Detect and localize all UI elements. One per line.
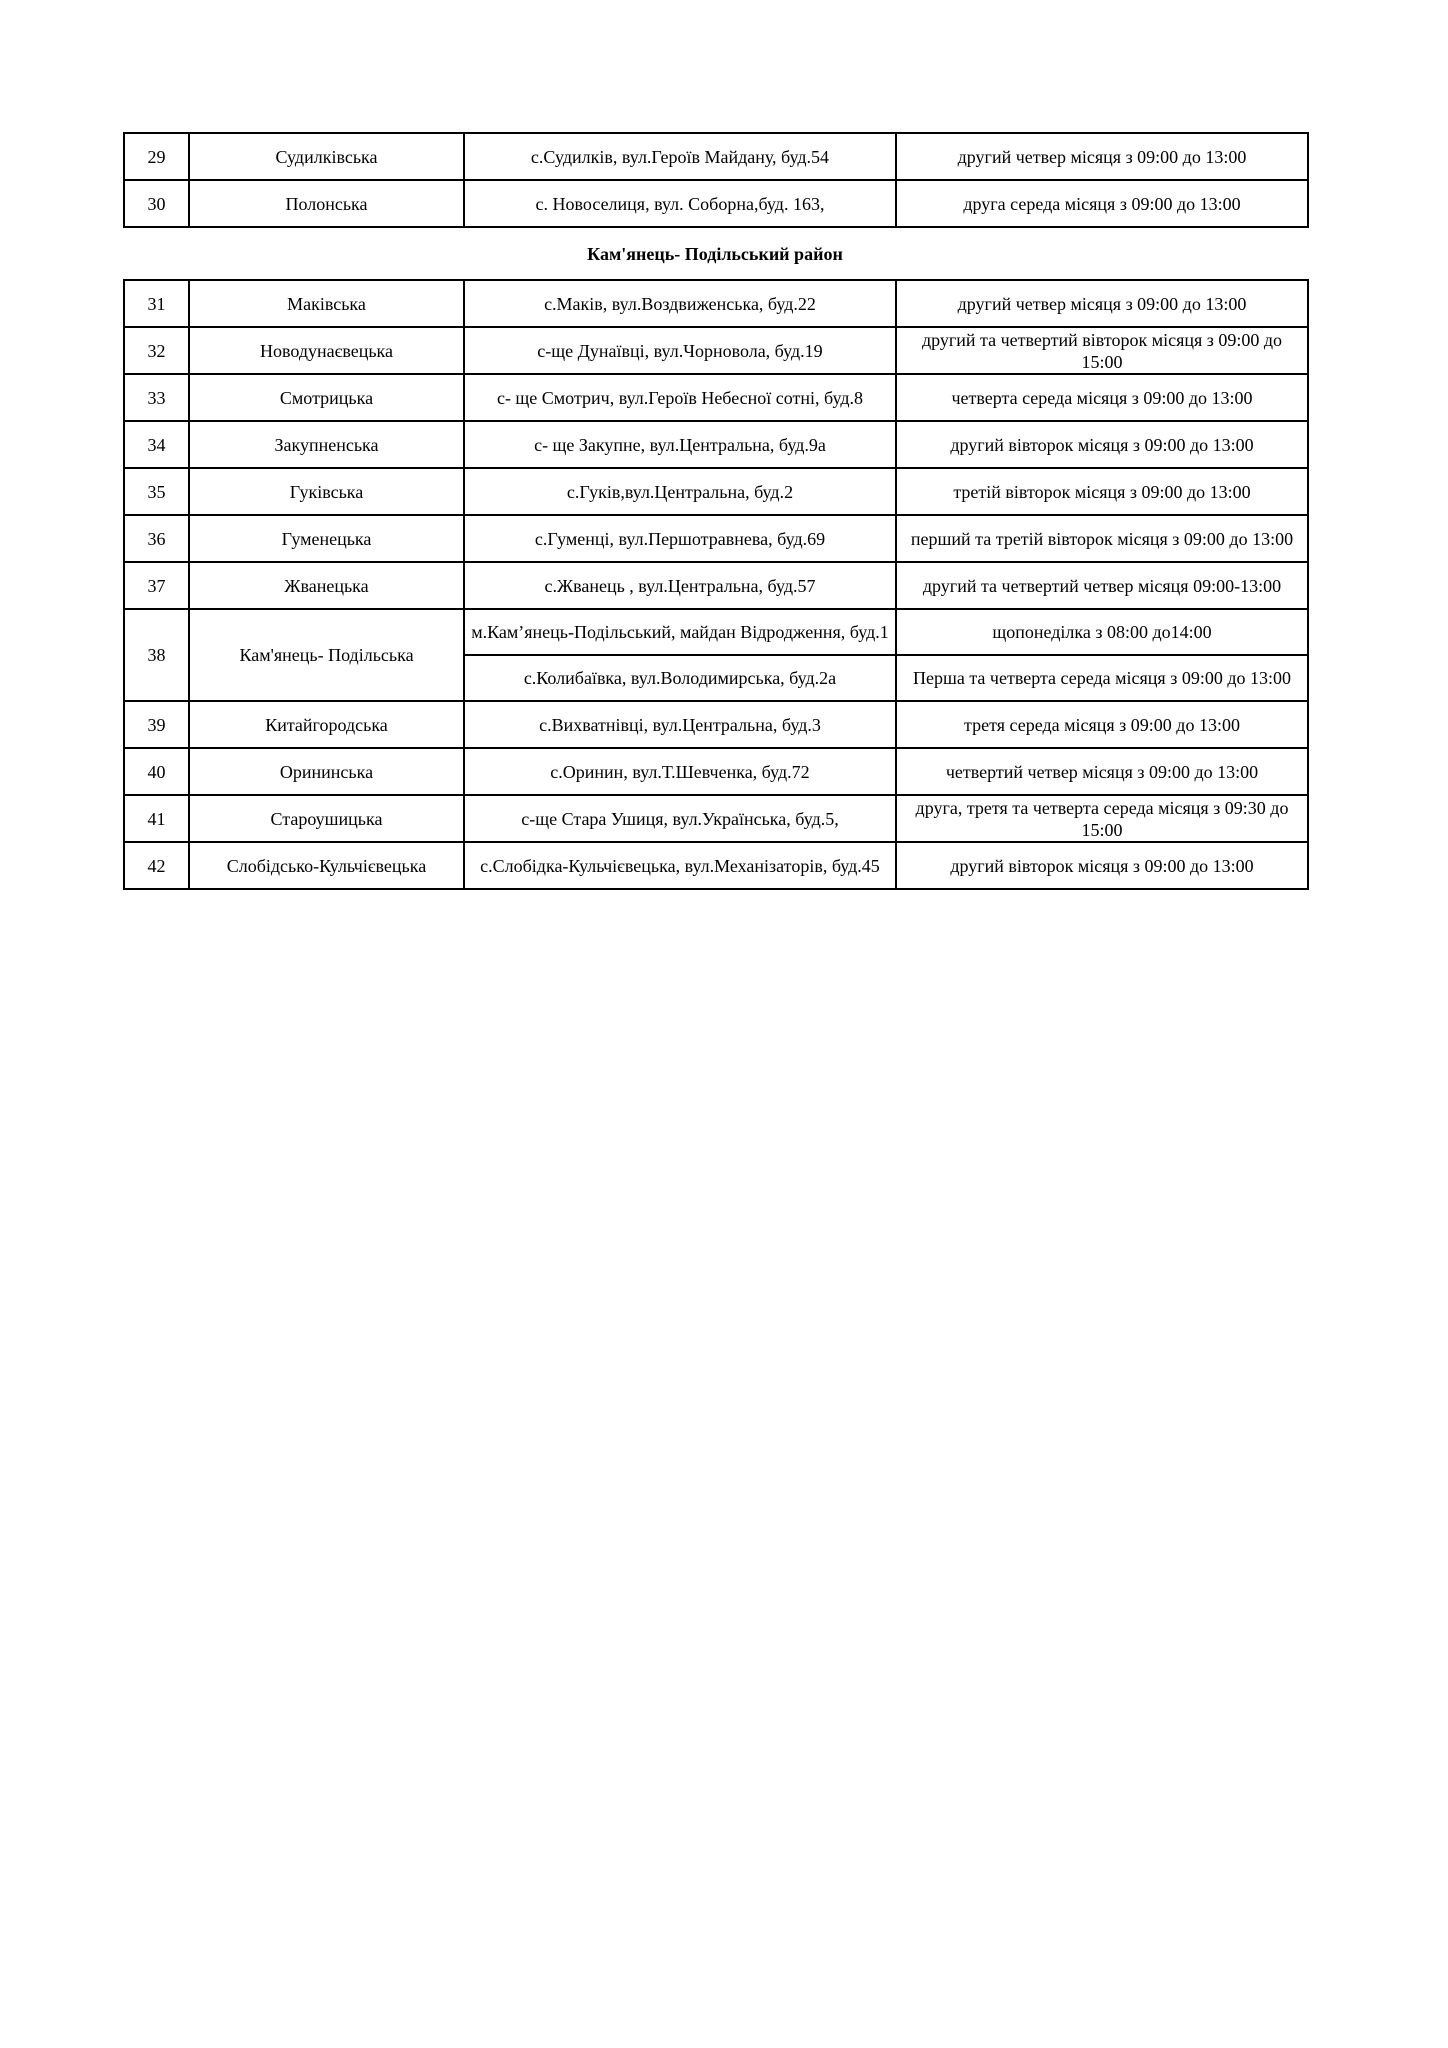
table-row — [124, 515, 1308, 562]
address-cell: с- ще Закупне, вул.Центральна, буд.9а — [464, 421, 896, 468]
schedule-cell: другий четвер місяця з 09:00 до 13:00 — [896, 133, 1308, 180]
address-cell: с-ще Дунаївці, вул.Чорновола, буд.19 — [464, 327, 896, 374]
table-row — [124, 133, 1308, 180]
table-row — [124, 609, 1308, 655]
community-cell: Староушицька — [189, 795, 464, 842]
row-number-cell: 37 — [124, 562, 189, 609]
schedule-table-top — [123, 132, 1309, 228]
community-cell: Жванецька — [189, 562, 464, 609]
schedule-cell: перший та третій вівторок місяця з 09:00 до 13:00 — [896, 515, 1308, 562]
community-cell: Гуменецька — [189, 515, 464, 562]
address-cell: с.Судилків, вул.Героїв Майдану, буд.54 — [464, 133, 896, 180]
schedule-cell: третій вівторок місяця з 09:00 до 13:00 — [896, 468, 1308, 515]
schedule-cell: другий та четвертий четвер місяця 09:00-13:00 — [896, 562, 1308, 609]
row-number-cell: 33 — [124, 374, 189, 421]
row-number-cell: 39 — [124, 701, 189, 748]
address-cell: с.Жванець , вул.Центральна, буд.57 — [464, 562, 896, 609]
address-cell: с-ще Стара Ушиця, вул.Українська, буд.5, — [464, 795, 896, 842]
district-heading: Кам'янець- Подільський район — [587, 244, 843, 264]
table-row — [124, 421, 1308, 468]
table-row — [124, 562, 1308, 609]
table-row — [124, 701, 1308, 748]
table-body-main — [124, 280, 1308, 889]
address-cell: с.Гуків,вул.Центральна, буд.2 — [464, 468, 896, 515]
row-number-cell: 32 — [124, 327, 189, 374]
address-cell: с.Оринин, вул.Т.Шевченка, буд.72 — [464, 748, 896, 795]
address-cell: с.Гуменці, вул.Першотравнева, буд.69 — [464, 515, 896, 562]
community-cell: Гуківська — [189, 468, 464, 515]
row-number-cell: 42 — [124, 842, 189, 889]
address-cell: с.Колибаївка, вул.Володимирська, буд.2а — [464, 655, 896, 701]
community-cell: Слобідсько-Кульчієвецька — [189, 842, 464, 889]
table-row — [124, 280, 1308, 327]
community-cell: Судилківська — [189, 133, 464, 180]
community-cell: Смотрицька — [189, 374, 464, 421]
community-cell: Китайгородська — [189, 701, 464, 748]
address-cell: с.Маків, вул.Воздвиженська, буд.22 — [464, 280, 896, 327]
address-cell: с- ще Смотрич, вул.Героїв Небесної сотні, буд.8 — [464, 374, 896, 421]
schedule-cell: другий та четвертий вівторок місяця з 09:00 до 15:00 — [896, 327, 1308, 374]
row-number-cell: 41 — [124, 795, 189, 842]
table-row — [124, 468, 1308, 515]
schedule-cell: другий вівторок місяця з 09:00 до 13:00 — [896, 421, 1308, 468]
community-cell: Закупненська — [189, 421, 464, 468]
schedule-table-main — [123, 279, 1309, 890]
row-number-cell: 30 — [124, 180, 189, 227]
table-row — [124, 748, 1308, 795]
schedule-cell: Перша та четверта середа місяця з 09:00 до 13:00 — [896, 655, 1308, 701]
table-row — [124, 327, 1308, 374]
table-row — [124, 842, 1308, 889]
schedule-cell: четвертий четвер місяця з 09:00 до 13:00 — [896, 748, 1308, 795]
row-number-cell: 40 — [124, 748, 189, 795]
address-cell: с.Вихватнівці, вул.Центральна, буд.3 — [464, 701, 896, 748]
community-cell: Новодунаєвецька — [189, 327, 464, 374]
community-cell: Маківська — [189, 280, 464, 327]
schedule-cell: друга середа місяця з 09:00 до 13:00 — [896, 180, 1308, 227]
schedule-cell: третя середа місяця з 09:00 до 13:00 — [896, 701, 1308, 748]
table-body-top — [124, 133, 1308, 227]
community-cell: Кам'янець- Подільська — [189, 609, 464, 701]
address-cell: м.Кам’янець-Подільський, майдан Відродження, буд.1 — [464, 609, 896, 655]
schedule-cell: другий четвер місяця з 09:00 до 13:00 — [896, 280, 1308, 327]
row-number-cell: 29 — [124, 133, 189, 180]
address-cell: с.Слобідка-Кульчієвецька, вул.Механізаторів, буд.45 — [464, 842, 896, 889]
row-number-cell: 34 — [124, 421, 189, 468]
row-number-cell: 35 — [124, 468, 189, 515]
row-number-cell: 31 — [124, 280, 189, 327]
community-cell: Орининська — [189, 748, 464, 795]
schedule-cell: четверта середа місяця з 09:00 до 13:00 — [896, 374, 1308, 421]
table-row — [124, 795, 1308, 842]
address-cell: с. Новоселиця, вул. Соборна,буд. 163, — [464, 180, 896, 227]
schedule-cell: щопонеділка з 08:00 до14:00 — [896, 609, 1308, 655]
schedule-cell: друга, третя та четверта середа місяця з 09:30 до 15:00 — [896, 795, 1308, 842]
row-number-cell: 36 — [124, 515, 189, 562]
schedule-cell: другий вівторок місяця з 09:00 до 13:00 — [896, 842, 1308, 889]
table-row — [124, 374, 1308, 421]
table-row — [124, 180, 1308, 227]
row-number-cell: 38 — [124, 609, 189, 701]
community-cell: Полонська — [189, 180, 464, 227]
